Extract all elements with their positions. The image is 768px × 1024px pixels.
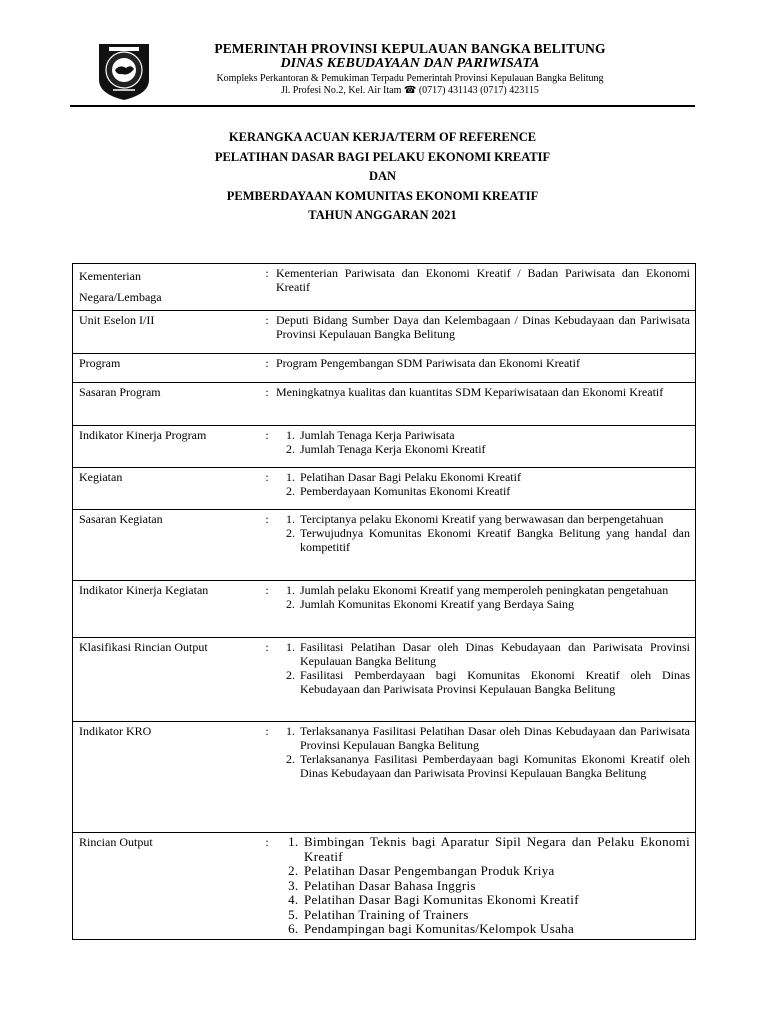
row-label: Program [73, 354, 265, 383]
table-row [73, 510, 696, 581]
list-item: 2. Terlaksananya Fasilitasi Pemberdayaan bagi Komunitas Ekonomi Kreatif oleh Dinas Kebudayaan dan Pariwisata Provinsi Kepulauan Bangka Belitung [298, 752, 690, 780]
letterhead-address: Kompleks Perkantoran & Pemukiman Terpadu Pemerintah Provinsi Kepulauan Bangka Belitung [216, 73, 604, 84]
list-item: 5. Pelatihan Training of Trainers [302, 908, 690, 923]
letterhead-government: PEMERINTAH PROVINSI KEPULAUAN BANGKA BELITUNG [214, 41, 606, 56]
list-item: 1. Jumlah pelaku Ekonomi Kreatif yang memperoleh peningkatan pengetahuan [298, 583, 690, 597]
row-label: Sasaran Kegiatan [73, 510, 265, 581]
row-value: Program Pengembangan SDM Pariwisata dan Ekonomi Kreatif [270, 354, 696, 383]
numbered-list [276, 724, 690, 780]
list-item: 2. Pemberdayaan Komunitas Ekonomi Kreatif [298, 484, 690, 498]
list-item: 1. Jumlah Tenaga Kerja Pariwisata [298, 428, 690, 442]
table-row [73, 426, 696, 468]
colon: : [264, 638, 270, 722]
list-item: 1. Terciptanya pelaku Ekonomi Kreatif yang berwawasan dan berpengetahuan [298, 512, 690, 526]
numbered-list [276, 428, 690, 456]
colon: : [264, 354, 270, 383]
numbered-list [276, 512, 690, 554]
letterhead [0, 0, 768, 110]
colon: : [264, 581, 270, 638]
colon: : [264, 468, 270, 510]
document-title [70, 128, 695, 226]
table-row [73, 383, 696, 426]
colon: : [264, 264, 270, 311]
list-item: 1. Bimbingan Teknis bagi Aparatur Sipil Negara dan Pelaku Ekonomi Kreatif [302, 835, 690, 864]
list-item: 1. Pelatihan Dasar Bagi Pelaku Ekonomi Kreatif [298, 470, 690, 484]
colon: : [264, 426, 270, 468]
numbered-list [276, 470, 690, 498]
letterhead-contact: Jl. Profesi No.2, Kel. Air Itam ☎ (0717) 431143 (0717) 423115 [281, 85, 539, 96]
title-line: PELATIHAN DASAR BAGI PELAKU EKONOMI KREATIF [214, 149, 551, 164]
row-value: Kementerian Pariwisata dan Ekonomi Kreatif / Badan Pariwisata dan Ekonomi Kreatif [270, 264, 696, 311]
table-row [73, 354, 696, 383]
list-item: 3. Pelatihan Dasar Bahasa Inggris [302, 879, 690, 894]
numbered-list [276, 640, 690, 696]
tor-table [72, 263, 696, 940]
list-item: 4. Pelatihan Dasar Bagi Komunitas Ekonomi Kreatif [302, 893, 690, 908]
row-value [270, 581, 696, 638]
row-value [270, 638, 696, 722]
list-item: 2. Jumlah Komunitas Ekonomi Kreatif yang Berdaya Saing [298, 597, 690, 611]
row-label: Klasifikasi Rincian Output [73, 638, 265, 722]
row-label: Sasaran Program [73, 383, 265, 426]
title-line: DAN [368, 169, 397, 183]
row-label: Indikator Kinerja Program [73, 426, 265, 468]
table-row [73, 264, 696, 311]
colon: : [264, 311, 270, 354]
numbered-list [276, 583, 690, 611]
row-value: Deputi Bidang Sumber Daya dan Kelembagaan / Dinas Kebudayaan dan Pariwisata Provinsi Kepulauan Bangka Belitung [270, 311, 696, 354]
row-label: Indikator Kinerja Kegiatan [73, 581, 265, 638]
table-row [73, 311, 696, 354]
letterhead-divider [70, 105, 695, 107]
numbered-list [276, 835, 690, 937]
list-item: 2. Terwujudnya Komunitas Ekonomi Kreatif Bangka Belitung yang handal dan kompetitif [298, 526, 690, 554]
table-row [73, 638, 696, 722]
provincial-emblem-icon [95, 40, 153, 102]
title-line: KERANGKA ACUAN KERJA/TERM OF REFERENCE [228, 130, 537, 144]
table-row [73, 581, 696, 638]
colon: : [264, 510, 270, 581]
table-row [73, 722, 696, 833]
colon: : [264, 722, 270, 833]
row-label: Unit Eselon I/II [73, 311, 265, 354]
row-value [270, 510, 696, 581]
table-row [73, 468, 696, 510]
list-item: 1. Fasilitasi Pelatihan Dasar oleh Dinas Kebudayaan dan Pariwisata Provinsi Kepulauan Bangka Belitung [298, 640, 690, 668]
row-value: Meningkatnya kualitas dan kuantitas SDM Kepariwisataan dan Ekonomi Kreatif [270, 383, 696, 426]
row-value [270, 468, 696, 510]
list-item: 1. Terlaksananya Fasilitasi Pelatihan Dasar oleh Dinas Kebudayaan dan Pariwisata Provinsi Kepulauan Bangka Belitung [298, 724, 690, 752]
row-label: Kementerian Negara/Lembaga [73, 264, 265, 311]
row-value [270, 833, 696, 940]
title-line: TAHUN ANGGARAN 2021 [308, 208, 457, 222]
row-label: Kegiatan [73, 468, 265, 510]
list-item: 2. Jumlah Tenaga Kerja Ekonomi Kreatif [298, 442, 690, 456]
list-item: 2. Pelatihan Dasar Pengembangan Produk Kriya [302, 864, 690, 879]
colon: : [264, 833, 270, 940]
row-value [270, 426, 696, 468]
colon: : [264, 383, 270, 426]
list-item: 2. Fasilitasi Pemberdayaan bagi Komunitas Ekonomi Kreatif oleh Dinas Kebudayaan dan Pariwisata Provinsi Kepulauan Bangka Belitung [298, 668, 690, 696]
letterhead-department: DINAS KEBUDAYAAN DAN PARIWISATA [280, 56, 540, 71]
row-label: Rincian Output [73, 833, 265, 940]
title-line: PEMBERDAYAAN KOMUNITAS EKONOMI KREATIF [226, 188, 539, 203]
row-value [270, 722, 696, 833]
row-label: Indikator KRO [73, 722, 265, 833]
list-item: 6. Pendampingan bagi Komunitas/Kelompok Usaha [302, 922, 690, 937]
table-row [73, 833, 696, 940]
